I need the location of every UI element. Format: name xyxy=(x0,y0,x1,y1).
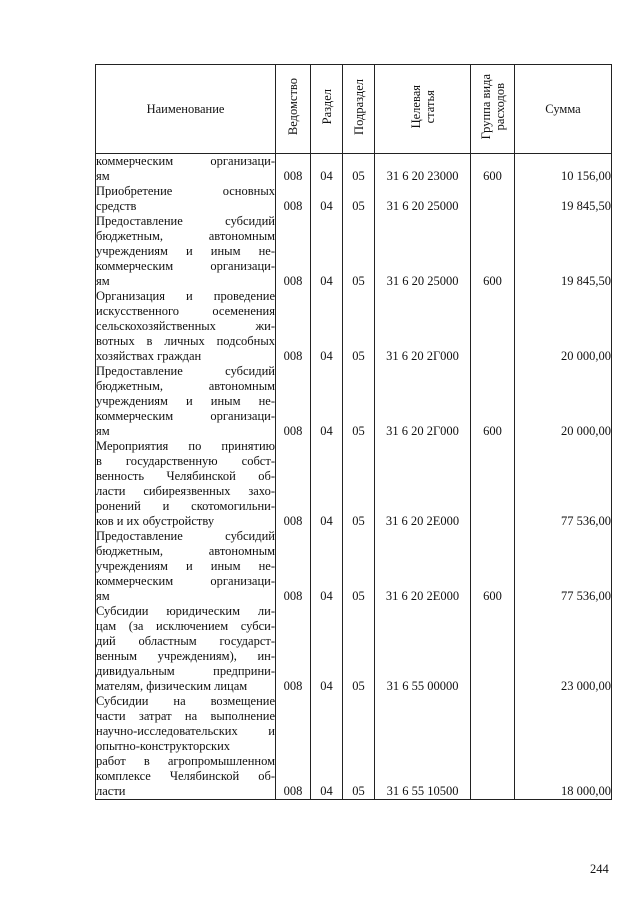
row-sum: 23 000,00 xyxy=(515,604,612,694)
row-name-line: работ в агропромышленном xyxy=(96,754,275,768)
row-subsection: 05 xyxy=(343,529,375,604)
header-dept: Ведомство xyxy=(276,65,311,154)
row-subsection: 05 xyxy=(343,364,375,439)
table-row xyxy=(96,604,612,694)
budget-table xyxy=(95,64,612,800)
row-target: 31 6 20 2Г000 xyxy=(375,364,471,439)
row-name-line: ронений и скотомогильни- xyxy=(96,499,275,513)
row-name-line: ям xyxy=(96,589,110,603)
row-name xyxy=(96,694,276,800)
row-section: 04 xyxy=(311,154,343,185)
row-name-line: Предоставление субсидий xyxy=(96,529,275,543)
row-name-line: коммерческим организаци- xyxy=(96,409,275,423)
table-row xyxy=(96,529,612,604)
row-group: 600 xyxy=(471,529,515,604)
row-section: 04 xyxy=(311,529,343,604)
row-section: 04 xyxy=(311,604,343,694)
row-name-line: учреждениям и иным не- xyxy=(96,244,275,258)
row-name xyxy=(96,184,276,214)
row-sum: 19 845,50 xyxy=(515,184,612,214)
row-name-line: Предоставление субсидий xyxy=(96,364,275,378)
row-name-line: ям xyxy=(96,424,110,438)
row-section: 04 xyxy=(311,439,343,529)
row-name-line: цам (за исключением субси- xyxy=(96,619,275,633)
table-body xyxy=(96,154,612,800)
row-name-line: бюджетным, автономным xyxy=(96,229,275,243)
row-subsection: 05 xyxy=(343,604,375,694)
row-name-line: мателям, физическим лицам xyxy=(96,679,248,693)
row-name-line: сельскохозяйственных жи- xyxy=(96,319,275,333)
row-name-line: коммерческим организаци- xyxy=(96,574,275,588)
row-section: 04 xyxy=(311,289,343,364)
row-name-line: дивидуальным предприни- xyxy=(96,664,275,678)
row-section: 04 xyxy=(311,694,343,800)
row-group: 600 xyxy=(471,154,515,185)
row-dept: 008 xyxy=(276,439,311,529)
row-sum: 20 000,00 xyxy=(515,289,612,364)
row-name-line: бюджетным, автономным xyxy=(96,544,275,558)
row-name-line: части затрат на выполнение xyxy=(96,709,275,723)
row-subsection: 05 xyxy=(343,289,375,364)
row-group: 600 xyxy=(471,364,515,439)
table-row xyxy=(96,154,612,185)
row-name-line: ков и их обустройству xyxy=(96,514,215,528)
row-name-line: ям xyxy=(96,274,110,288)
row-subsection: 05 xyxy=(343,154,375,185)
row-group xyxy=(471,289,515,364)
row-dept: 008 xyxy=(276,694,311,800)
row-name-line: в государственную собст- xyxy=(96,454,275,468)
row-target: 31 6 20 23000 xyxy=(375,154,471,185)
row-name xyxy=(96,214,276,289)
row-name-line: Субсидии на возмещение xyxy=(96,694,275,708)
row-name-line: ласти xyxy=(96,784,126,798)
row-sum: 77 536,00 xyxy=(515,529,612,604)
row-name-line: коммерческим организаци- xyxy=(96,259,275,273)
row-name-line: Организация и проведение xyxy=(96,289,275,303)
row-name-line: Приобретение основных xyxy=(96,184,275,198)
header-group: Группа вида расходов xyxy=(471,65,515,154)
row-dept: 008 xyxy=(276,604,311,694)
row-target: 31 6 55 00000 xyxy=(375,604,471,694)
row-subsection: 05 xyxy=(343,184,375,214)
row-target: 31 6 20 25000 xyxy=(375,214,471,289)
row-dept: 008 xyxy=(276,184,311,214)
row-name-line: комплексе Челябинской об- xyxy=(96,769,275,783)
row-name xyxy=(96,154,276,185)
row-group xyxy=(471,604,515,694)
row-target: 31 6 55 10500 xyxy=(375,694,471,800)
row-sum: 20 000,00 xyxy=(515,364,612,439)
row-name-line: венность Челябинской об- xyxy=(96,469,275,483)
row-name xyxy=(96,439,276,529)
table-row xyxy=(96,214,612,289)
row-target: 31 6 20 25000 xyxy=(375,184,471,214)
row-sum: 19 845,50 xyxy=(515,214,612,289)
row-name-line: бюджетным, автономным xyxy=(96,379,275,393)
row-name xyxy=(96,289,276,364)
row-section: 04 xyxy=(311,184,343,214)
row-name-line: Предоставление субсидий xyxy=(96,214,275,228)
row-section: 04 xyxy=(311,364,343,439)
row-dept: 008 xyxy=(276,529,311,604)
table-row xyxy=(96,289,612,364)
header-target: Целевая статья xyxy=(375,65,471,154)
row-name-line: учреждениям и иным не- xyxy=(96,394,275,408)
row-name-line: ласти сибиреязвенных захо- xyxy=(96,484,275,498)
row-name-line: средств xyxy=(96,199,137,213)
row-name xyxy=(96,529,276,604)
row-dept: 008 xyxy=(276,289,311,364)
row-dept: 008 xyxy=(276,364,311,439)
row-name-line: Субсидии юридическим ли- xyxy=(96,604,275,618)
row-name-line: учреждениям и иным не- xyxy=(96,559,275,573)
row-name-line: искусственного осеменения xyxy=(96,304,275,318)
header-subsection: Подраздел xyxy=(343,65,375,154)
row-subsection: 05 xyxy=(343,439,375,529)
row-name-line: дий областным государст- xyxy=(96,634,275,648)
row-group xyxy=(471,439,515,529)
row-target: 31 6 20 2Е000 xyxy=(375,439,471,529)
page-number: 244 xyxy=(590,862,609,876)
row-name-line: Мероприятия по принятию xyxy=(96,439,275,453)
row-section: 04 xyxy=(311,214,343,289)
header-name: Наименование xyxy=(96,65,276,154)
row-subsection: 05 xyxy=(343,694,375,800)
row-name-line: опытно-конструкторских xyxy=(96,739,231,753)
table-row xyxy=(96,439,612,529)
row-group xyxy=(471,184,515,214)
row-name-line: научно-исследовательских и xyxy=(96,724,275,738)
row-name-line: вотных в личных подсобных xyxy=(96,334,275,348)
row-sum: 77 536,00 xyxy=(515,439,612,529)
row-target: 31 6 20 2Г000 xyxy=(375,289,471,364)
row-name-line: коммерческим организаци- xyxy=(96,154,275,168)
row-dept: 008 xyxy=(276,214,311,289)
row-subsection: 05 xyxy=(343,214,375,289)
row-name xyxy=(96,364,276,439)
row-name-line: хозяйствах граждан xyxy=(96,349,202,363)
row-name-line: венным учреждениям), ин- xyxy=(96,649,275,663)
header-sum: Сумма xyxy=(515,65,612,154)
row-target: 31 6 20 2Е000 xyxy=(375,529,471,604)
header-section: Раздел xyxy=(311,65,343,154)
row-sum: 10 156,00 xyxy=(515,154,612,185)
row-name-line: ям xyxy=(96,169,110,183)
table-row xyxy=(96,184,612,214)
row-name xyxy=(96,604,276,694)
row-group xyxy=(471,694,515,800)
row-dept: 008 xyxy=(276,154,311,185)
row-sum: 18 000,00 xyxy=(515,694,612,800)
table-header-row xyxy=(96,65,612,154)
table-row xyxy=(96,364,612,439)
table-row xyxy=(96,694,612,800)
row-group: 600 xyxy=(471,214,515,289)
